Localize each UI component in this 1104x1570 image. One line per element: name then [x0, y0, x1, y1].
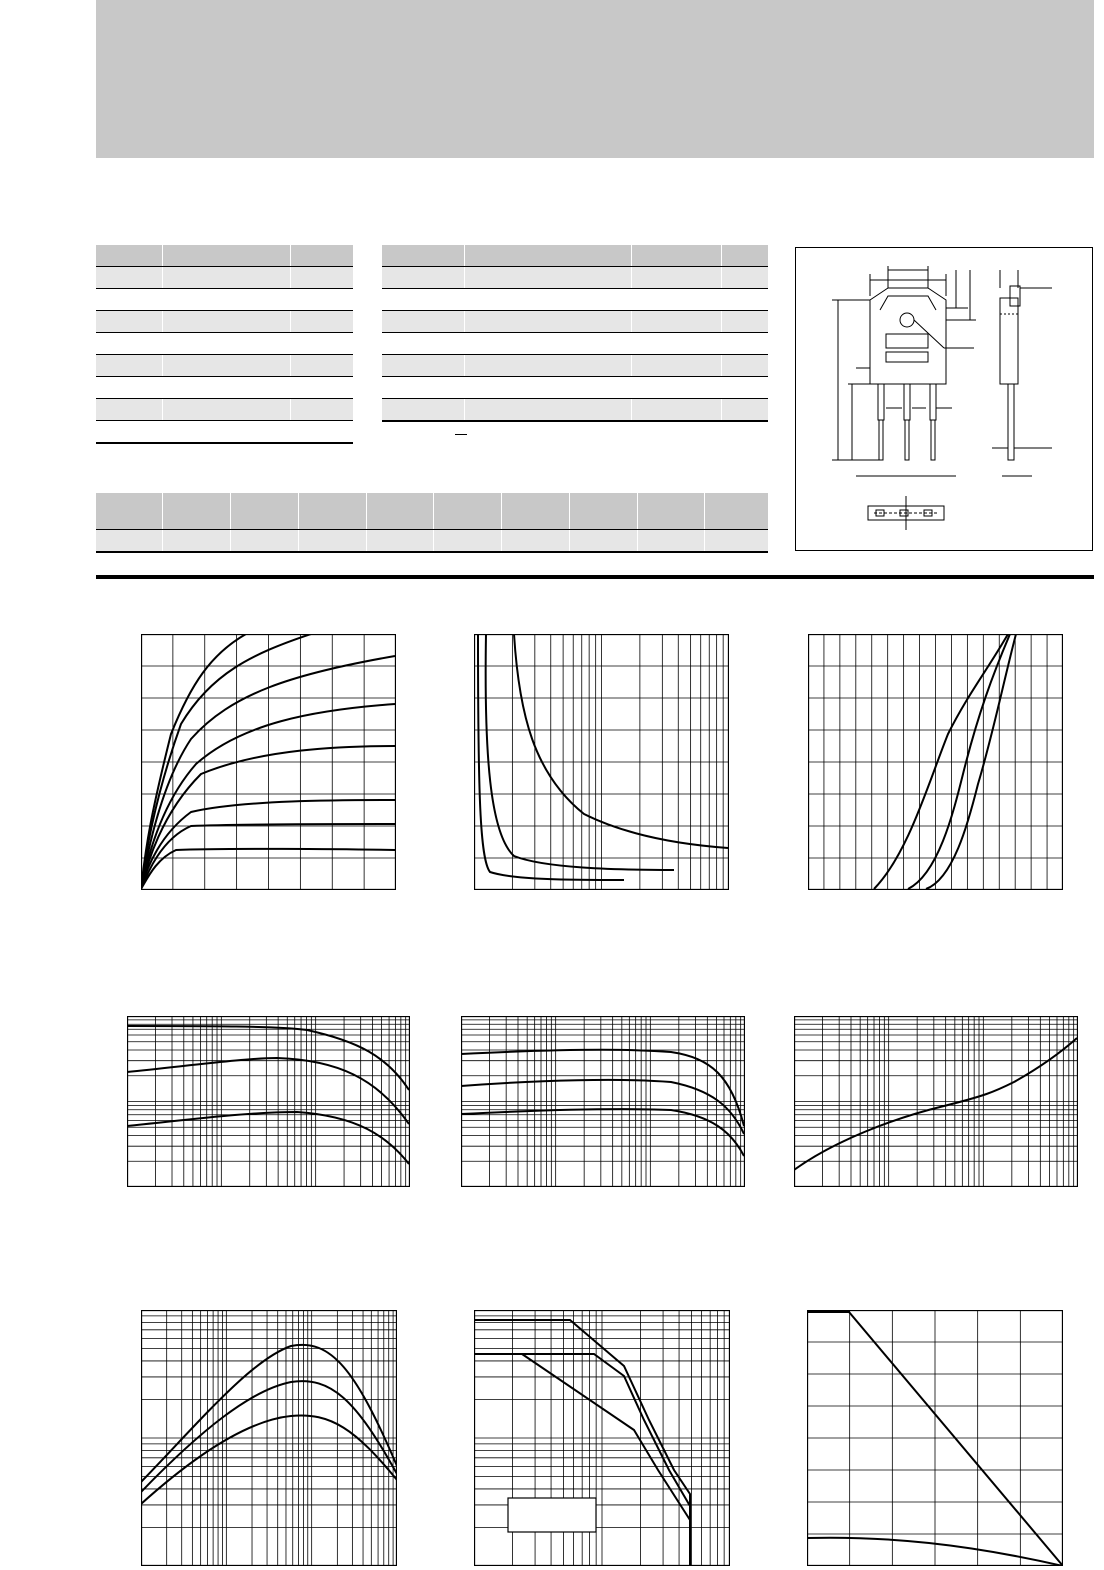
chart-transfer-characteristics — [808, 634, 1063, 890]
chart-safe-operating-area — [474, 1310, 730, 1566]
classification-table — [96, 493, 768, 553]
package-drawing — [796, 248, 1094, 552]
chart-dc-current-gain-2 — [461, 1016, 745, 1187]
package-outline-panel — [795, 247, 1093, 551]
chart-power-derating — [807, 1310, 1063, 1566]
chart-dc-current-gain-1 — [127, 1016, 410, 1187]
electrical-characteristics-table — [382, 245, 768, 422]
chart-saturation-voltage — [474, 634, 729, 890]
section-divider — [96, 575, 1094, 579]
chart-gain-bandwidth — [141, 1310, 397, 1566]
footnote-mark — [455, 434, 467, 435]
chart-vbe-characteristics — [794, 1016, 1078, 1187]
chart-output-characteristics — [141, 634, 396, 890]
header-banner — [96, 0, 1094, 158]
absolute-ratings-table — [96, 245, 353, 444]
